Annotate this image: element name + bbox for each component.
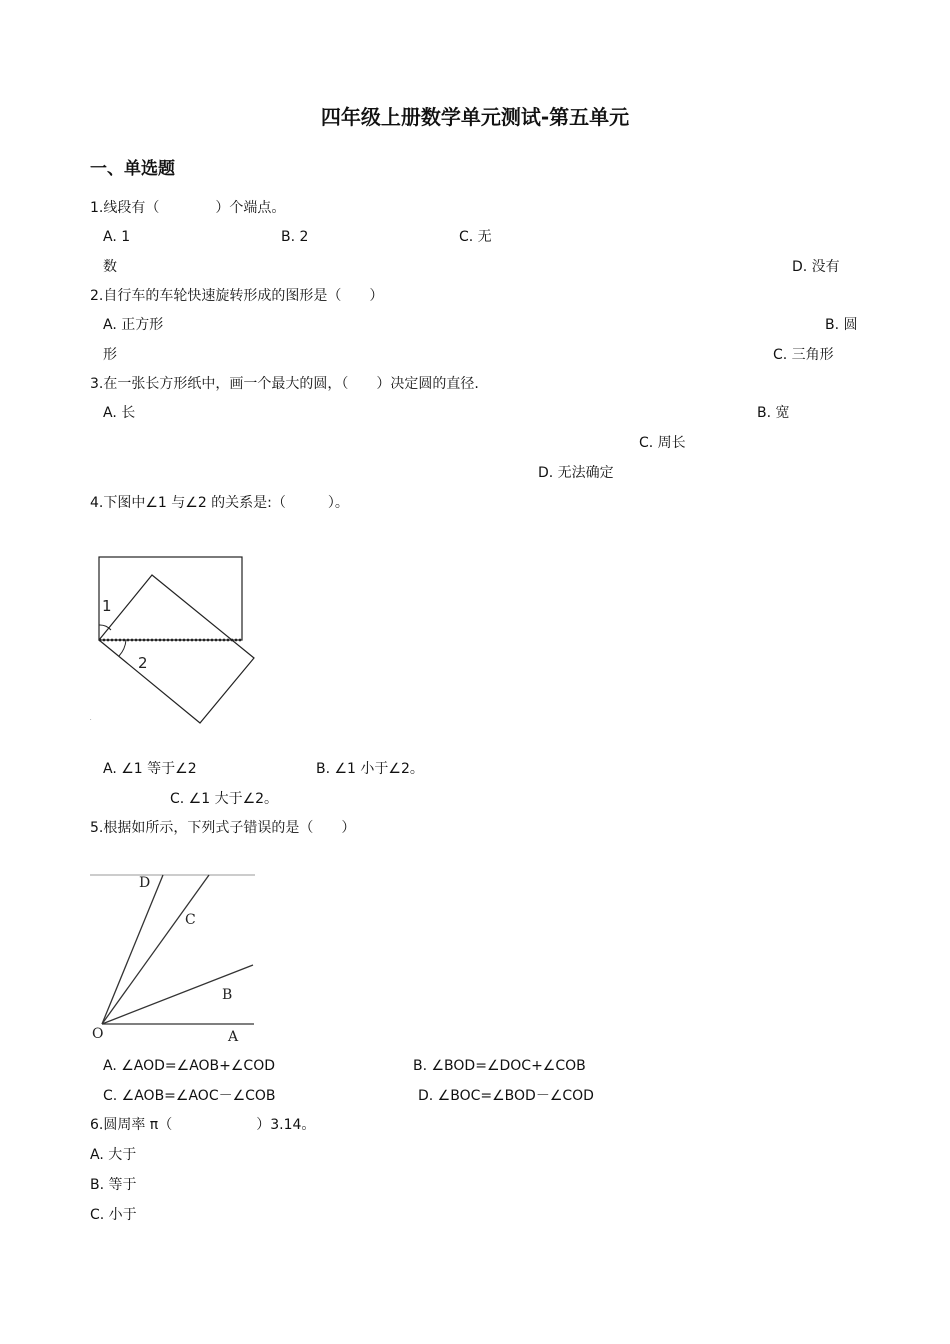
question-4: 4.下图中∠1 与∠2 的关系是:（ ）。 [90, 495, 349, 511]
angle-2-label: 2 [138, 654, 148, 672]
q3-option-d[interactable]: D. 无法确定 [538, 465, 614, 481]
label-a: A [228, 1029, 239, 1045]
q2-option-a[interactable]: A. 正方形 [103, 317, 164, 333]
page-title: 四年级上册数学单元测试-第五单元 [320, 105, 630, 129]
q1-option-a[interactable]: A. 1 [103, 229, 131, 245]
label-o: O [92, 1026, 104, 1042]
q3-option-b[interactable]: B. 宽 [757, 405, 790, 421]
q4-option-c[interactable]: C. ∠1 大于∠2。 [170, 791, 279, 807]
q4-folded-paper-figure [90, 548, 265, 728]
q1-option-d[interactable]: D. 没有 [792, 259, 840, 275]
q4-option-b[interactable]: B. ∠1 小于∠2。 [316, 761, 424, 777]
q2-option-c[interactable]: C. 三角形 [773, 347, 834, 363]
q5-option-c[interactable]: C. ∠AOB=∠AOC－∠COB [103, 1088, 276, 1104]
folded-flap [99, 575, 254, 723]
question-5: 5.根据如所示，下列式子错误的是（ ） [90, 820, 356, 836]
question-3: 3.在一张长方形纸中，画一个最大的圆，（ ）决定圆的直径. [90, 376, 479, 392]
section-heading: 一、单选题 [90, 159, 175, 179]
label-d: D [139, 875, 151, 891]
q2-option-b[interactable]: B. 圆 [825, 317, 858, 333]
q3-option-a[interactable]: A. 长 [103, 405, 136, 421]
label-c: C [185, 912, 196, 928]
ray-oc [102, 875, 209, 1024]
q1-option-b[interactable]: B. 2 [281, 229, 309, 245]
label-b: B [222, 987, 233, 1003]
q5-option-a[interactable]: A. ∠AOD=∠AOB+∠COD [103, 1058, 276, 1074]
q6-option-b[interactable]: B. 等于 [90, 1177, 137, 1193]
q6-option-c[interactable]: C. 小于 [90, 1207, 137, 1223]
angle-2-arc [119, 640, 126, 656]
question-2: 2.自行车的车轮快速旋转形成的图形是（ ） [90, 288, 384, 304]
q1-option-c[interactable]: C. 无 [459, 229, 492, 245]
angle-1-label: 1 [102, 597, 112, 615]
rectangle-paper [99, 557, 242, 640]
q5-option-b[interactable]: B. ∠BOD=∠DOC+∠COB [413, 1058, 586, 1074]
question-1: 1.线段有（ ）个端点。 [90, 200, 286, 216]
q4-option-a[interactable]: A. ∠1 等于∠2 [103, 761, 197, 777]
q6-option-a[interactable]: A. 大于 [90, 1147, 137, 1163]
q3-option-c[interactable]: C. 周长 [639, 435, 686, 451]
ray-od [102, 875, 163, 1024]
q1-option-c-continued: 数 [103, 259, 117, 275]
svg-text:.: . [90, 716, 92, 722]
q5-option-d[interactable]: D. ∠BOC=∠BOD－∠COD [418, 1088, 594, 1104]
question-6: 6.圆周率 π（ ）3.14。 [90, 1117, 316, 1133]
q2-option-b-continued: 形 [103, 347, 117, 363]
q5-angle-rays-figure [90, 866, 260, 1046]
